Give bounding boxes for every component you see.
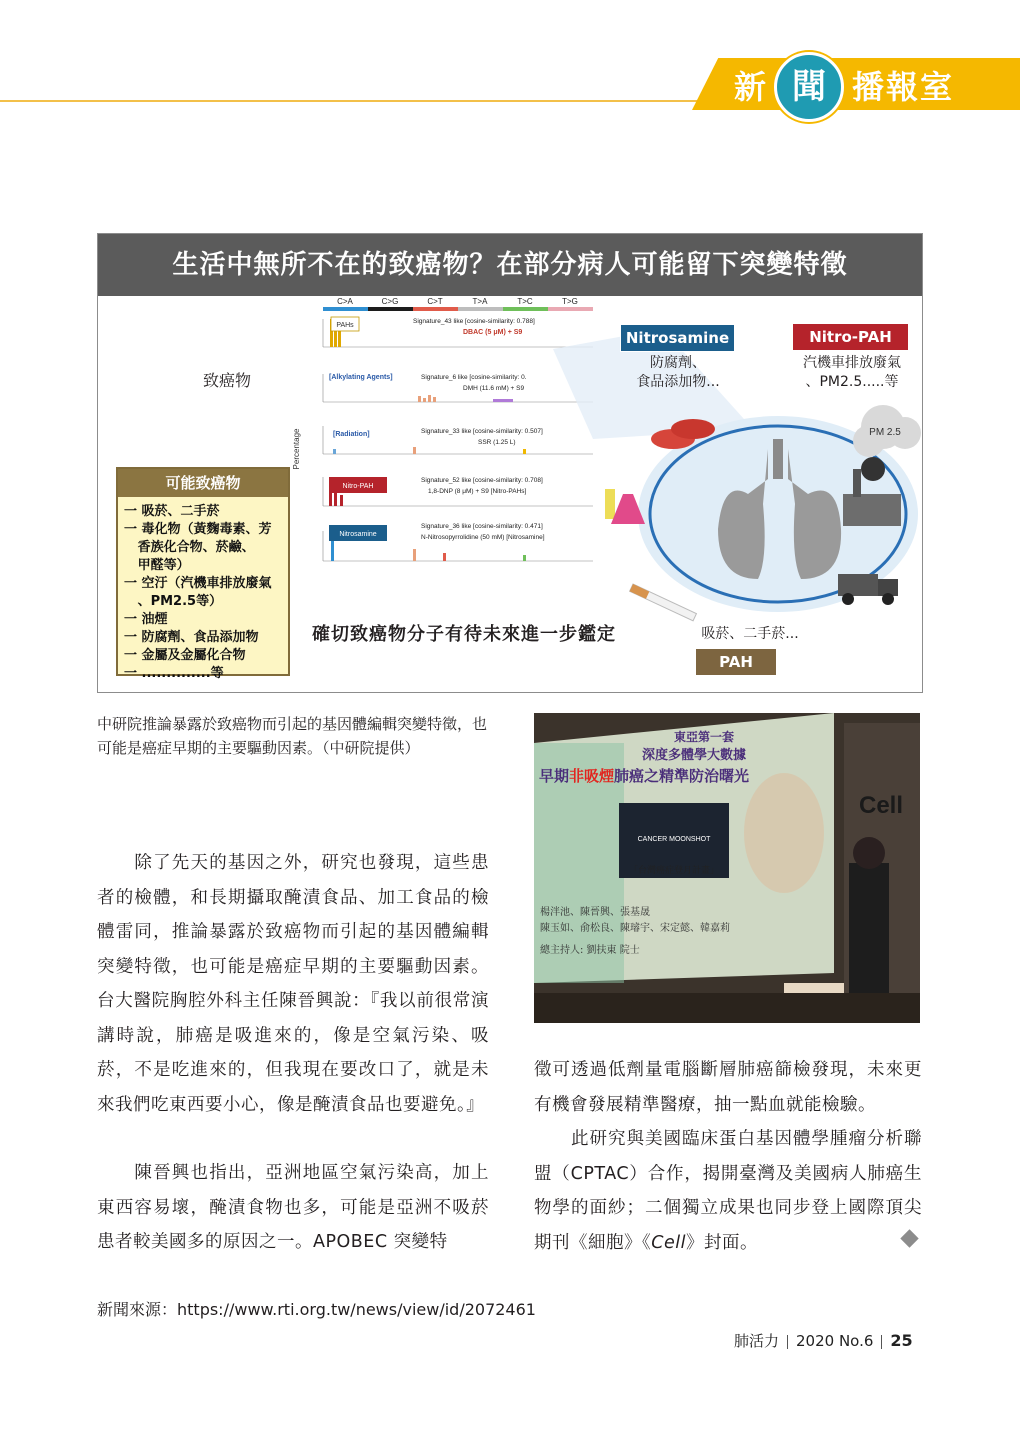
candidate-carcinogens-box xyxy=(116,467,290,681)
spectrum-tag: Nitro-PAH xyxy=(342,483,374,490)
spectrum-sub: N-Nitrosopyrrolidine (50 mM) [Nitrosamine] xyxy=(421,534,545,541)
nitrosamine-desc-1: 防腐劑、 xyxy=(650,355,706,371)
spectrum-signature: Signature_52 like [cosine-similarity: 0.708] xyxy=(421,477,543,484)
footer-divider xyxy=(881,1335,882,1349)
section-title-circle: 聞 xyxy=(774,52,844,122)
cell-backdrop-text: Cell xyxy=(859,792,904,819)
figure-title: 生活中無所不在的致癌物？在部分病人可能留下突變特徵 xyxy=(98,234,922,296)
section-title-right: 播報室 xyxy=(852,68,955,106)
slide-line-3 xyxy=(539,767,749,785)
pm25-label: PM 2.5 xyxy=(869,427,901,438)
body-paragraph-4 xyxy=(534,1122,922,1260)
spectrum-tag: Nitrosamine xyxy=(339,531,377,538)
spectrum-sub: DMH (11.6 mM) + S9 xyxy=(463,385,525,392)
carcinogen-label: 致癌物 xyxy=(203,371,252,390)
body-paragraph-2: 陳晉興也指出，亞洲地區空氣污染高，加上東西容易壞，醃漬食物也多，可能是亞洲不吸菸患者較美國多的原因之一。APOBEC 突變特 xyxy=(97,1163,489,1252)
figure-caption: 中研院推論暴露於致癌物而引起的基因體編輯突變特徵，也可能是癌症早期的主要驅動因素。（中研院提供） xyxy=(97,715,488,757)
spectrum-signature: Signature_6 like [cosine-similarity: 0. xyxy=(421,374,527,381)
spectrum-tag: [Alkylating Agents] xyxy=(329,374,393,381)
mut-type-label: C>G xyxy=(381,297,399,306)
slide-line-3c: 肺癌之精準防治曙光 xyxy=(614,767,750,785)
header-rule xyxy=(0,100,700,102)
mut-type-label: C>A xyxy=(337,297,353,306)
journal-name: Cell xyxy=(651,1232,686,1253)
spectrum-sub: 1,8-DNP (8 μM) + S9 [Nitro-PAHs] xyxy=(428,488,527,495)
mut-type-label: T>G xyxy=(562,297,578,306)
slide-host: 總主持人: 劉扶東 院士 xyxy=(540,945,640,956)
page-number: 25 xyxy=(890,1331,913,1350)
page-footer xyxy=(734,1330,913,1351)
list-item: 甲醛等） xyxy=(124,558,190,573)
mut-type-label: T>C xyxy=(517,297,533,306)
slide-names-1: 楊泮池、陳晉興、張基晟 xyxy=(540,907,650,918)
slide-names-2: 陳玉如、俞松良、陳璿宇、宋定懿、韓嘉莉 xyxy=(540,923,730,934)
spectrum-tag: [Radiation] xyxy=(333,431,370,438)
slide-line-1: 東亞第一套 xyxy=(673,730,735,744)
spectrum-signature: Signature_36 like [cosine-similarity: 0.471] xyxy=(421,523,543,530)
nitropah-desc-2: 、PM2.5.....等 xyxy=(805,374,899,390)
list-item: 一 ..............等 xyxy=(124,666,224,681)
slide-line-3b: 非吸煙 xyxy=(569,767,615,785)
body-paragraph-4a: 此研究與美國臨床蛋白基因體學腫瘤分析聯盟（CPTAC）合作，揭開臺灣及美國病人肺癌生物學的面紗；二個獨立成果也同步登上國際頂尖期刊《細胞》《 xyxy=(534,1129,922,1253)
section-title-left: 新 xyxy=(734,68,767,106)
news-source: 新聞來源：https://www.rti.org.tw/news/view/id/2072461 xyxy=(97,1300,536,1319)
candidate-carcinogens-title: 可能致癌物 xyxy=(118,469,288,497)
figure-panel xyxy=(97,233,923,693)
list-item: 一 防腐劑、食品添加物 xyxy=(124,630,259,645)
spectrum-sub: SSR (1.25 L) xyxy=(478,439,516,446)
photo-scene xyxy=(534,713,920,1023)
body-paragraph-4c: 》封面。 xyxy=(685,1232,758,1253)
pah-desc: 吸菸、二手菸... xyxy=(701,626,799,642)
spectrum-signature: Signature_33 like [cosine-similarity: 0.507] xyxy=(421,428,543,435)
y-axis-label: Percentage xyxy=(292,428,301,470)
issue-number: 2020 No.6 xyxy=(796,1332,874,1350)
presentation-photo xyxy=(534,713,920,1023)
magazine-name: 肺活力 xyxy=(734,1332,780,1350)
slide-line-2: 深度多體學大數據 xyxy=(641,748,747,763)
nitropah-label: Nitro-PAH xyxy=(793,324,908,350)
list-item: 一 毒化物（黃麴毒素、芳 xyxy=(124,522,272,537)
nitrosamine-desc-2: 食品添加物... xyxy=(636,374,720,390)
body-paragraph-3: 徵可透過低劑量電腦斷層肺癌篩檢發現，未來更有機會發展精準醫療，抽一點血就能檢驗。 xyxy=(534,1060,922,1115)
list-item: 一 油煙 xyxy=(124,612,168,627)
moonshot-sub: 「台灣癌症登月計畫」 xyxy=(628,866,720,876)
pah-label: PAH xyxy=(696,649,776,675)
moonshot-text: CANCER MOONSHOT xyxy=(637,836,711,843)
mut-type-label: C>T xyxy=(427,297,443,306)
mut-type-label: T>A xyxy=(472,297,488,306)
list-item: 香族化合物、菸鹼、 xyxy=(124,540,255,555)
list-item: 一 吸菸、二手菸 xyxy=(124,504,220,519)
nitrosamine-label: Nitrosamine xyxy=(620,324,735,352)
nitropah-desc-1: 汽機車排放廢氣 xyxy=(803,355,901,371)
list-item: 一 空汙（汽機車排放廢氣 xyxy=(124,576,272,591)
footer-divider xyxy=(787,1335,788,1349)
candidate-carcinogens-list xyxy=(118,503,288,683)
spectrum-tag: PAHs xyxy=(336,322,354,329)
conclusion-text: 確切致癌物分子有待未來進一步鑑定 xyxy=(312,624,616,645)
list-item: 、PM2.5等） xyxy=(124,594,223,609)
spectrum-sub: DBAC (5 μM) + S9 xyxy=(463,329,523,336)
body-paragraph-1: 除了先天的基因之外，研究也發現，這些患者的檢體，和長期攝取醃漬食品、加工食品的檢體雷同，推論暴露於致癌物而引起的基因體編輯突變特徵，也可能是癌症早期的主要驅動因素。台大醫院胸腔外科主任陳晉興說：『我以前很常演講時說，肺癌是吸進來的，像是空氣污染、吸菸，不是吃進來的，但我現在要改口了，就是未來我們吃東西要小心，像是醃漬食品也要避免。』 xyxy=(97,853,489,1115)
list-item: 一 金屬及金屬化合物 xyxy=(124,648,246,663)
slide-line-3a: 早期 xyxy=(539,767,570,785)
spectrum-signature: Signature_43 like [cosine-similarity: 0.788] xyxy=(413,318,535,325)
